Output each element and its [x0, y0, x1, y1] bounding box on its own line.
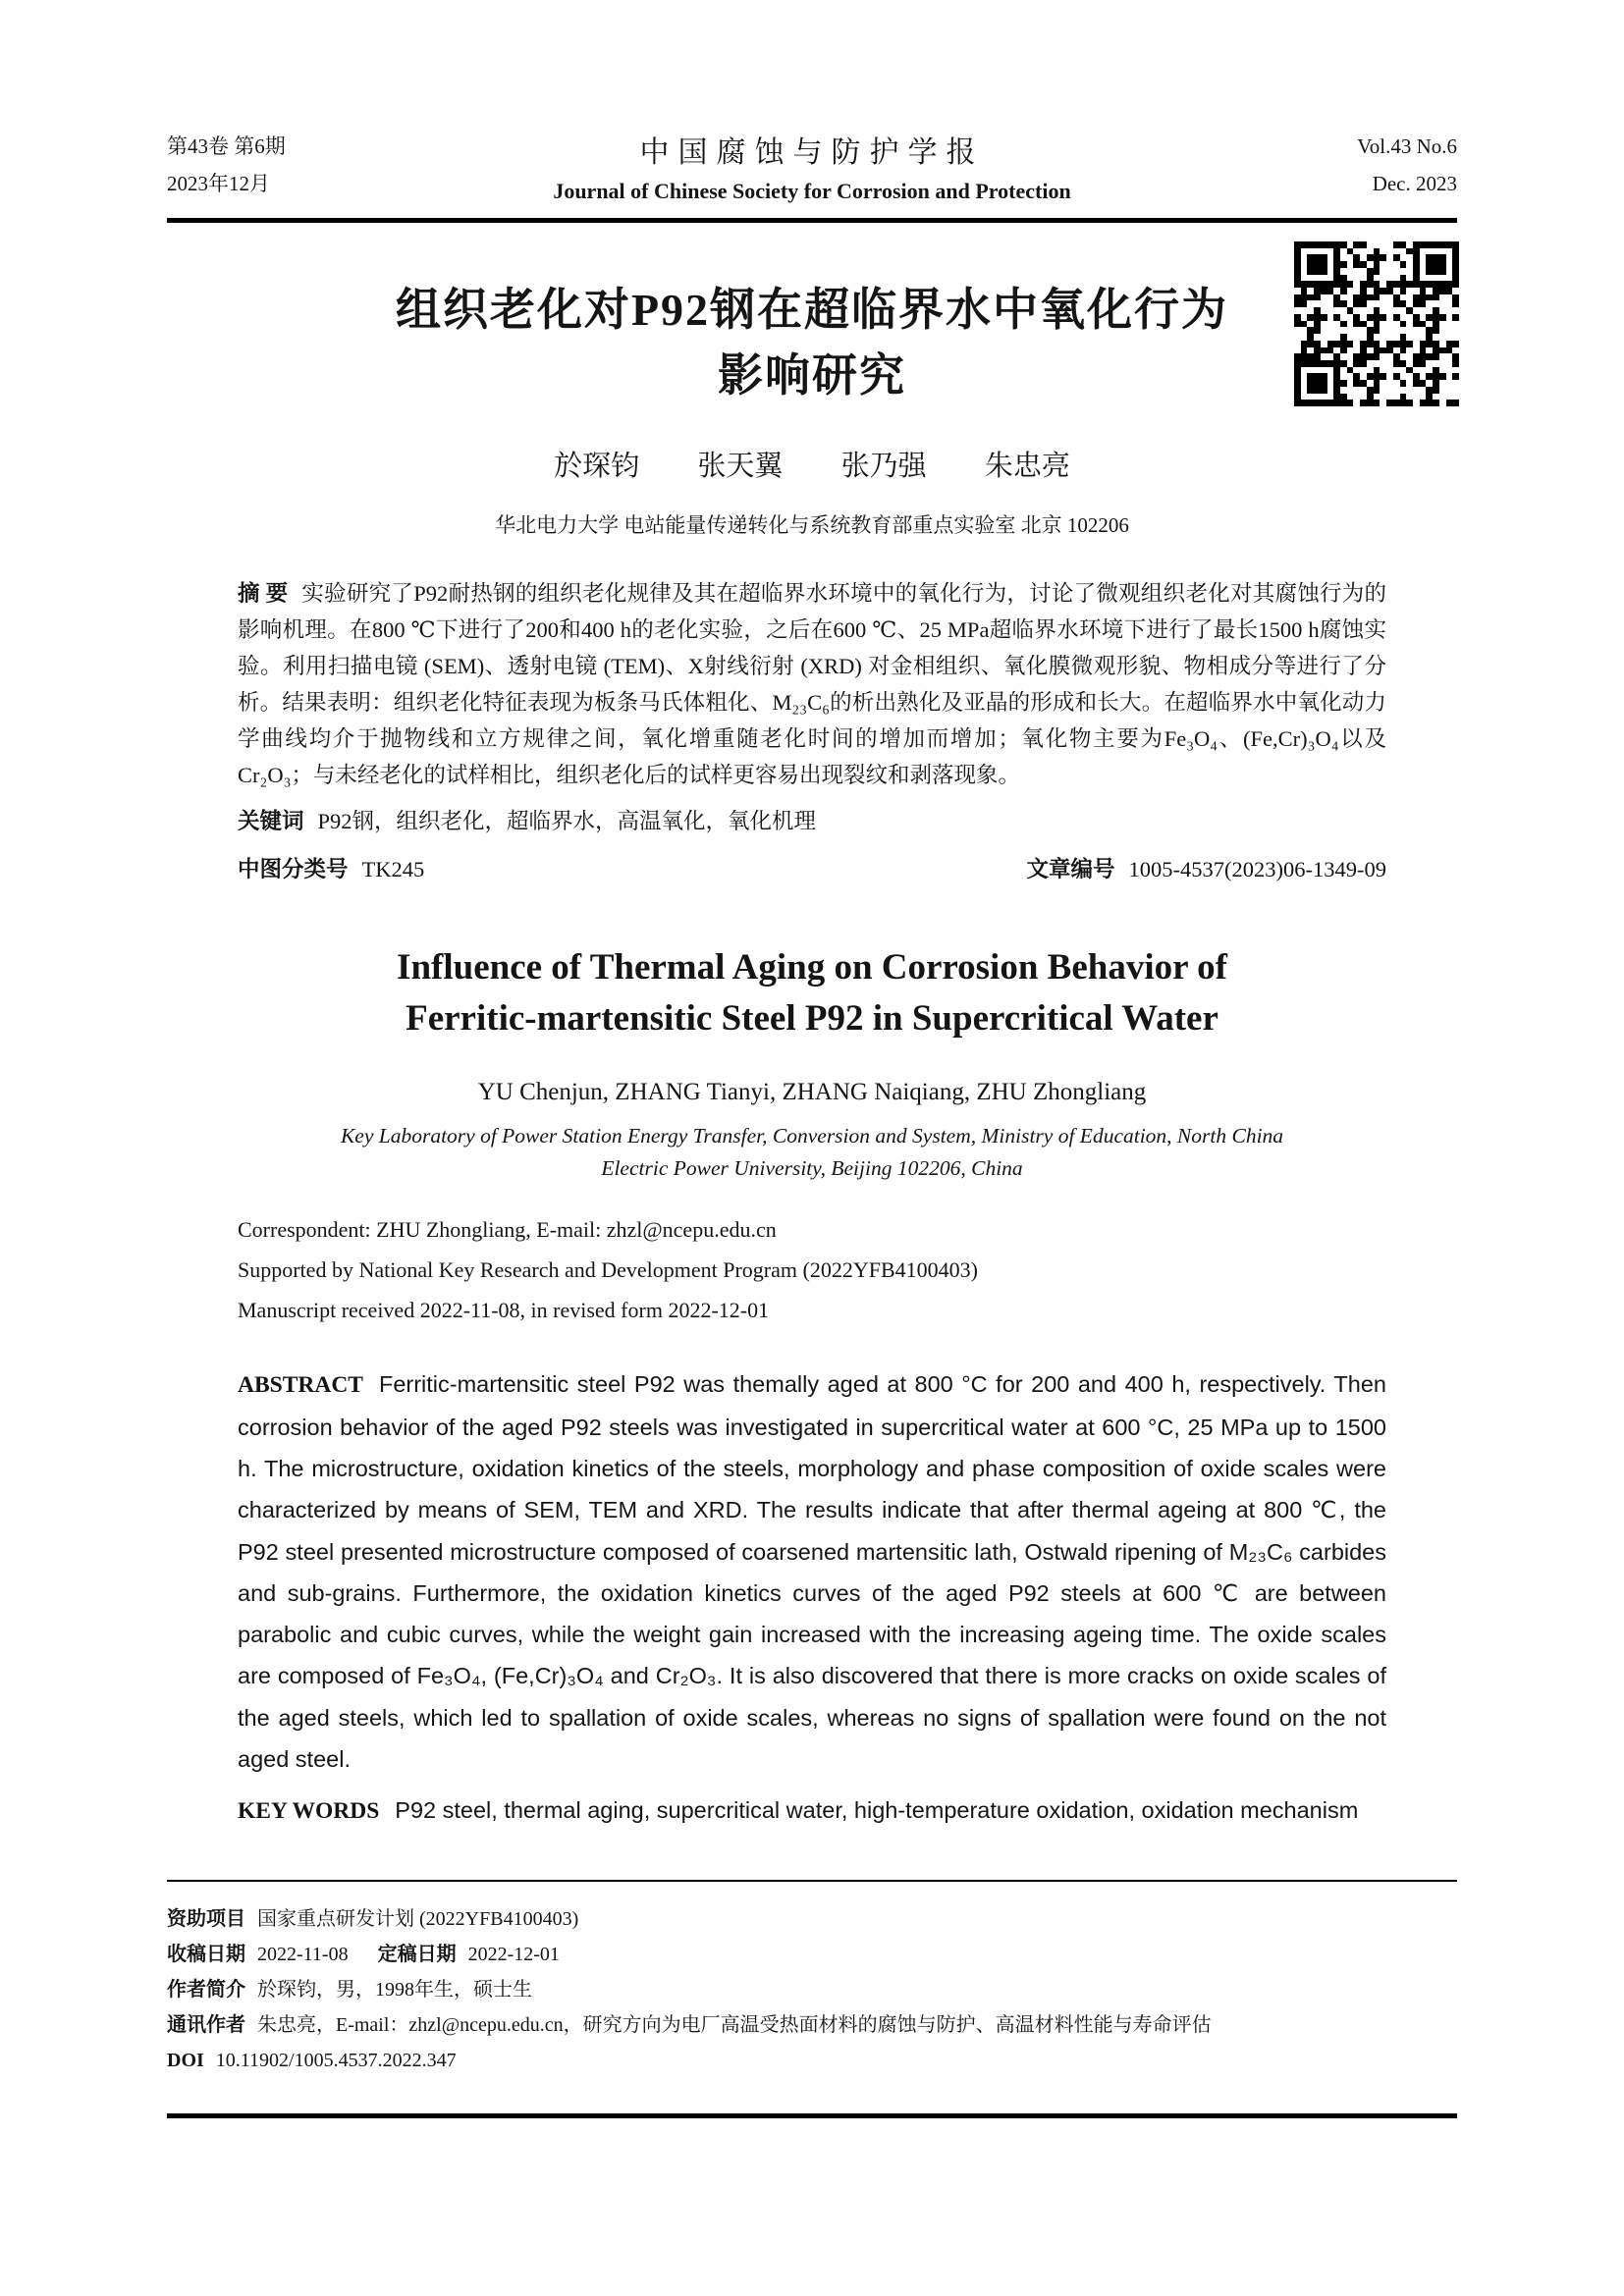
author-name-cn: 张乃强 [840, 451, 927, 483]
affiliation-en [167, 1120, 1457, 1186]
article-title-cn-line2: 影响研究 [718, 349, 906, 400]
article-number-label: 文章编号 [1026, 856, 1115, 881]
correspondent-line: Correspondent: ZHU Zhongliang, E-mail: zhzl@ncepu.edu.cn [238, 1217, 777, 1243]
journal-name-cn: 中国腐蚀与防护学报 [639, 136, 985, 169]
abstract-cn-text: 实验研究了P92耐热钢的组织老化规律及其在超临界水环境中的氧化行为，讨论了微观组织老化对其腐蚀行为的影响机理。在800 ℃下进行了200和400 h的老化实验，之后在600 ℃、25 MPa超临界水环境下进行了最长1500 h腐蚀实验。利用扫描电镜 (SEM)、透射电镜 (TEM)、X射线衍射 (XRD) 对金相组织、氧化膜微观形貌、物相成分等进行了分析。结果表明：组织老化特征表现为板条马氏体粗化、M₂₃C₆的析出熟化及亚晶的形成和长大。在超临界水中氧化动力学曲线均介于抛物线和立方规律之间，氧化增重随老化时间的增加而增加；氧化物主要为Fe₃O₄、(Fe,Cr)₃O₄以及Cr₂O₃；与未经老化的试样相比，组织老化后的试样更容易出现裂纹和剥落现象。 [238, 581, 1386, 787]
abstract-en [238, 1363, 1386, 1780]
manuscript-line: Manuscript received 2022-11-08, in revised form 2022-12-01 [238, 1297, 770, 1322]
header-rule [167, 218, 1457, 223]
article-title-cn [167, 278, 1457, 408]
keywords-cn-label: 关键词 [238, 808, 304, 833]
abstract-en-label: ABSTRACT [238, 1372, 363, 1399]
doi-note [167, 2043, 1457, 2078]
article-title-en-line2: Ferritic-martensitic Steel P92 in Supercritical Water [406, 998, 1218, 1040]
authors-en: YU Chenjun, ZHANG Tianyi, ZHANG Naiqiang, ZHU Zhongliang [477, 1078, 1147, 1105]
supported-line: Supported by National Key Research and Development Program (2022YFB4100403) [238, 1256, 978, 1282]
keywords-cn [238, 804, 1386, 840]
doi-text: 10.11902/1005.4537.2022.347 [215, 2049, 457, 2071]
journal-issue-block-en [1202, 129, 1457, 203]
journal-name-en: Journal of Chinese Society for Corrosion and Protection [553, 179, 1071, 203]
revised-date: 2022-12-01 [467, 1943, 560, 1965]
abstract-cn-label: 摘 要 [238, 581, 289, 607]
journal-header [167, 128, 1457, 204]
article-title-cn-line1: 组织老化对P92钢在超临界水中氧化行为 [395, 285, 1229, 335]
authors-cn [167, 444, 1457, 484]
keywords-en-label: KEY WORDS [238, 1798, 380, 1825]
issue-date-cn: 2023年12月 [167, 172, 270, 195]
funding-label: 资助项目 [167, 1907, 245, 1930]
keywords-cn-text: P92钢，组织老化，超临界水，高温氧化，氧化机理 [317, 808, 817, 833]
article-number-value: 1005-4537(2023)06-1349-09 [1128, 856, 1386, 881]
author-bio-text: 於琛钧，男，1998年生，硕士生 [257, 1978, 532, 2001]
article-title-en-line1: Influence of Thermal Aging on Corrosion Behavior of [397, 946, 1227, 988]
footnotes [167, 1880, 1457, 2078]
received-date: 2022-11-08 [257, 1943, 349, 1965]
corresponding-author-label: 通讯作者 [167, 2013, 245, 2036]
doi-label: DOI [167, 2049, 204, 2071]
corresponding-author-text: 朱忠亮，E-mail：zhzl@ncepu.edu.cn，研究方向为电厂高温受热面材料的腐蚀与防护、高温材料性能与寿命评估 [257, 2013, 1212, 2036]
volume-issue-cn: 第43卷 第6期 [167, 134, 286, 159]
dates-note [167, 1937, 1457, 1972]
bottom-rule [167, 2113, 1457, 2118]
affiliation-en-line1: Key Laboratory of Power Station Energy Transfer, Conversion and System, Ministry of Education, North China [340, 1123, 1284, 1148]
clc-value: TK245 [361, 856, 425, 881]
journal-name-block [422, 128, 1202, 204]
keywords-en [238, 1789, 1386, 1832]
journal-issue-block-cn [167, 129, 422, 203]
abstract-cn [238, 576, 1386, 793]
keywords-en-text: P92 steel, thermal aging, supercritical water, high-temperature oxidation, oxidation mechanism [395, 1797, 1359, 1824]
qr-code [1294, 241, 1459, 406]
affiliation-cn: 华北电力大学 电站能量传递转化与系统教育部重点实验室 北京 102206 [495, 513, 1129, 538]
revised-label: 定稿日期 [377, 1943, 457, 1965]
author-name-cn: 於琛钧 [554, 451, 640, 483]
article-number [1027, 852, 1386, 883]
corresponding-author-note [167, 2007, 1457, 2043]
clc-number [238, 852, 424, 883]
meta-block [238, 1210, 1386, 1330]
funding-note [167, 1901, 1457, 1937]
affiliation-en-line2: Electric Power University, Beijing 102206, China [601, 1155, 1023, 1180]
issue-date-en: Dec. 2023 [1372, 172, 1457, 195]
author-name-cn: 朱忠亮 [984, 451, 1070, 483]
received-label: 收稿日期 [167, 1943, 245, 1965]
article-title-en [167, 942, 1457, 1045]
author-bio-label: 作者简介 [167, 1978, 245, 2001]
author-bio-note [167, 1972, 1457, 2007]
classification-row [238, 852, 1386, 883]
volume-issue-en: Vol.43 No.6 [1357, 134, 1457, 159]
clc-label: 中图分类号 [238, 856, 349, 881]
abstract-en-text: Ferritic-martensitic steel P92 was themally aged at 800 °C for 200 and 400 h, respectively. Then corrosion behavior of the aged P92 steels was investigated in supercritical water at 600 °C, 25 MPa up to 1500 h. The microstructure, oxidation kinetics of the steels, morphology and phase composition of oxide scales were characterized by means of SEM, TEM and XRD. The results indicate that after thermal ageing at 800 ℃, the P92 steel presented microstructure composed of coarsened martensitic lath, Ostwald ripening of M₂₃C₆ carbides and sub-grains. Furthermore, the oxidation kinetics curves of the aged P92 steels at 600 ℃ are between parabolic and cubic curves, while the weight gain increased with the increasing ageing time. The oxide scales are composed of Fe₃O₄, (Fe,Cr)₃O₄ and Cr₂O₃. It is also discovered that there is more cracks on oxide scales of the aged steels, which led to spallation of oxide scales, whereas no signs of spallation were found on the not aged steel. [238, 1371, 1386, 1773]
funding-text: 国家重点研发计划 (2022YFB4100403) [257, 1907, 579, 1930]
author-name-cn: 张天翼 [697, 451, 784, 483]
